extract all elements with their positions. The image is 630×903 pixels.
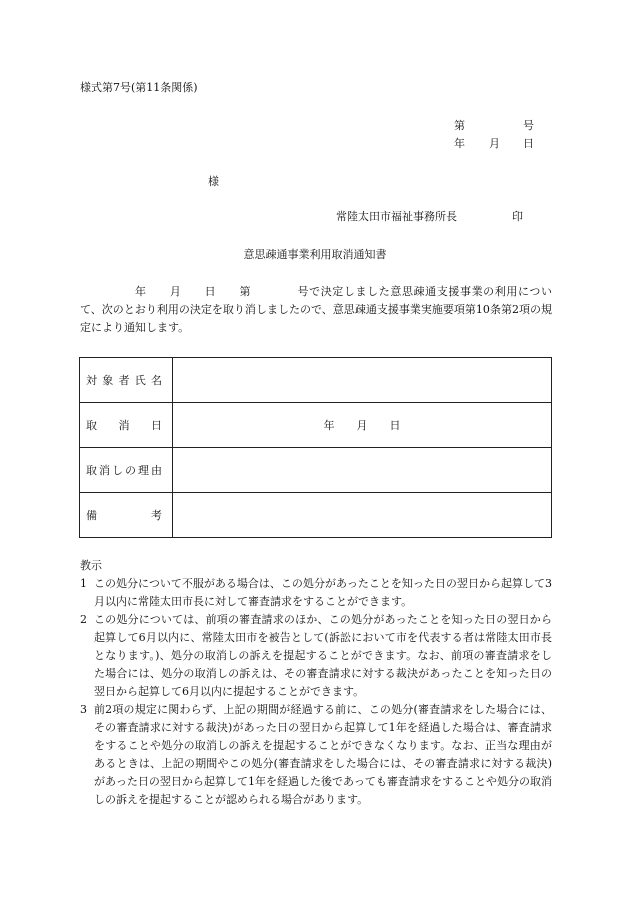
page-title: 意思疎通事業利用取消通知書 xyxy=(243,248,387,261)
issuer: 常陸太田市福祉事務所長 xyxy=(336,210,457,223)
row-value-remarks[interactable] xyxy=(173,493,552,538)
row-value-name[interactable] xyxy=(173,358,552,403)
date-year: 年 xyxy=(454,137,465,150)
note-number: 2 xyxy=(80,613,87,626)
list-item xyxy=(80,575,552,611)
notes-heading: 教示 xyxy=(80,559,102,572)
table-row xyxy=(80,493,552,538)
note-text: この処分については、前項の審査請求のほか、この処分があったことを知った日の翌日から起算して6月以内に、常陸太田市を被告として(訴訟において市を代表する者は常陸太田市長となります。)、処分の取消しの訴えを提起することができます。なお、前項の審査請求をした場合には、処分の取消しの訴えは、その審査請求に対する裁決があったことを知った日の翌日から起算して6月以内に提起することができます。 xyxy=(94,613,552,698)
table-row xyxy=(80,448,552,493)
list-item xyxy=(80,611,552,701)
doc-number-go: 号 xyxy=(523,119,534,132)
note-number: 1 xyxy=(80,577,87,590)
form-number: 様式第7号(第11条関係) xyxy=(80,81,198,94)
row-label-remarks: 備 考 xyxy=(86,509,162,522)
info-table xyxy=(79,357,552,538)
addressee-suffix: 様 xyxy=(208,175,219,188)
note-text: この処分について不服がある場合は、この処分があったことを知った日の翌日から起算して3月以内に常陸太田市長に対して審査請求をすることができます。 xyxy=(94,577,552,608)
instruction-notes xyxy=(80,557,552,809)
row-value-cancel-date[interactable]: 年 月 日 xyxy=(173,403,552,448)
row-value-reason[interactable] xyxy=(173,448,552,493)
body-paragraph: 年 月 日 第 号で決定しました意思疎通支援事業の利用について、次のとおり利用の決定を取り消しましたので、意思疎通支援事業実施要項第10条第2項の規定により通知します。 xyxy=(80,285,552,334)
note-number: 3 xyxy=(80,703,87,716)
date-month: 月 xyxy=(489,137,500,150)
table-row xyxy=(80,358,552,403)
seal-mark: 印 xyxy=(512,210,523,223)
date-day: 日 xyxy=(523,137,534,150)
row-label-cancel-date: 取 消 日 xyxy=(86,419,162,432)
list-item xyxy=(80,701,552,809)
row-label-name: 対 象 者 氏 名 xyxy=(86,374,162,387)
table-row xyxy=(80,403,552,448)
row-label-reason: 取 消 し の 理 由 xyxy=(86,464,162,477)
doc-number-dai: 第 xyxy=(454,119,465,132)
note-text: 前2項の規定に関わらず、上記の期間が経過する前に、この処分(審査請求をした場合には、その審査請求に対する裁決)があった日の翌日から起算して1年を経過した場合は、審査請求をすることや処分の取消しの訴えを提起することができなくなります。なお、正当な理由があるときは、上記の期間やこの処分(審査請求をした場合には、その審査請求に対する裁決)があった日の翌日から起算して1年を経過した後であっても審査請求をすることや処分の取消しの訴えを提起することが認められる場合があります。 xyxy=(94,703,552,806)
